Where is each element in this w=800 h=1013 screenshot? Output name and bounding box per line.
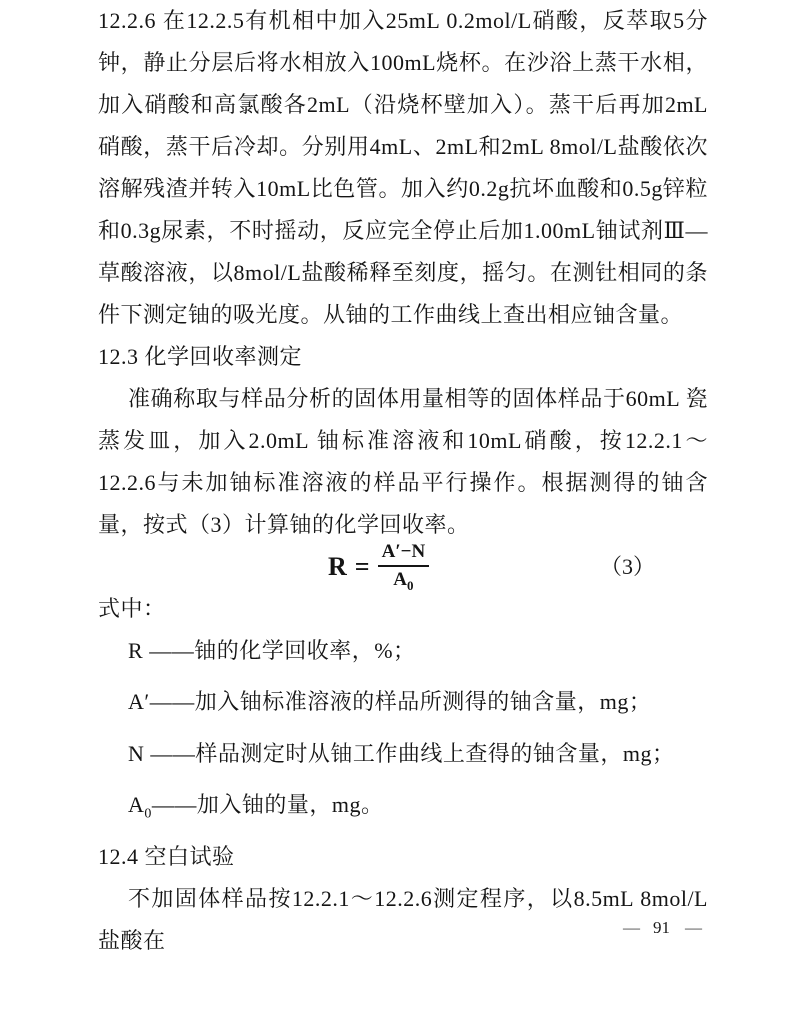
definition-A-prime-text: ——加入铀标准溶液的样品所测得的铀含量，mg； [149, 689, 652, 715]
formula-denominator [393, 567, 413, 594]
definition-A0-text: ——加入铀的量，mg。 [151, 792, 384, 818]
definition-N-text: ——样品测定时从铀工作曲线上查得的铀含量，mg； [150, 740, 675, 766]
definition-R [98, 630, 708, 681]
definition-A-prime [98, 681, 708, 732]
page-number-left-dash: — [623, 918, 638, 937]
formula-lhs: R [328, 552, 347, 581]
definition-R-term: R [128, 638, 150, 663]
definition-A0-subscript: 0 [144, 806, 152, 822]
formula-fraction [378, 541, 430, 594]
heading-12-4: 12.4 空白试验 [98, 843, 235, 869]
definition-R-text: ——铀的化学回收率，%； [149, 638, 416, 663]
definition-A0 [98, 784, 708, 835]
recovery-rate-formula [328, 541, 429, 594]
page-number-footer [623, 916, 700, 940]
definition-A-prime-term: A′ [128, 689, 150, 715]
formula-numerator: A′−N [378, 541, 430, 567]
definition-N [98, 733, 708, 784]
definition-N-term: N [128, 740, 151, 766]
page-number: 91 [653, 918, 670, 937]
formula-equals-sign: = [354, 552, 370, 581]
paragraph-12-2-6: 12.2.6 在12.2.5有机相中加入25mL 0.2mol/L硝酸，反萃取5分钟，静止分层后将水相放入100mL烧杯。在沙浴上蒸干水相，加入硝酸和高氯酸各2mL（沿烧杯壁加入）。蒸干后再加2mL硝酸，蒸干后冷却。分别用4mL、2mL和2mL 8mol/L盐酸依次溶解残渣并转入10mL比色管。加入约0.2g抗坏血酸和0.5g锌粒和0.3g尿素，不时摇动，反应完全停止后加1.00mL铀试剂Ⅲ—草酸溶液，以8mol/L盐酸稀释至刻度，摇匀。在测钍相同的条件下测定铀的吸光度。从铀的工作曲线上查出相应铀含量。 [98, 8, 708, 327]
definition-A0-term: A [128, 792, 145, 818]
paragraph-12-4: 不加固体样品按12.2.1～12.2.6测定程序，以8.5mL 8mol/L盐酸在 [98, 885, 708, 953]
where-label: 式中： [98, 596, 166, 621]
formula-row [98, 540, 708, 593]
formula-denominator-base: A [393, 568, 408, 590]
page-number-right-dash: — [685, 918, 700, 937]
formula-denominator-subscript: 0 [407, 577, 414, 593]
heading-12-3: 12.3 化学回收率测定 [98, 344, 303, 369]
paragraph-12-3: 准确称取与样品分析的固体用量相等的固体样品于60mL 瓷蒸发皿，加入2.0mL 铀标准溶液和10mL硝酸，按12.2.1～12.2.6与未加铀标准溶液的样品平行操作。根据测得的铀含量，按式（3）计算铀的化学回收率。 [98, 386, 708, 537]
equation-number: （3） [599, 554, 655, 579]
